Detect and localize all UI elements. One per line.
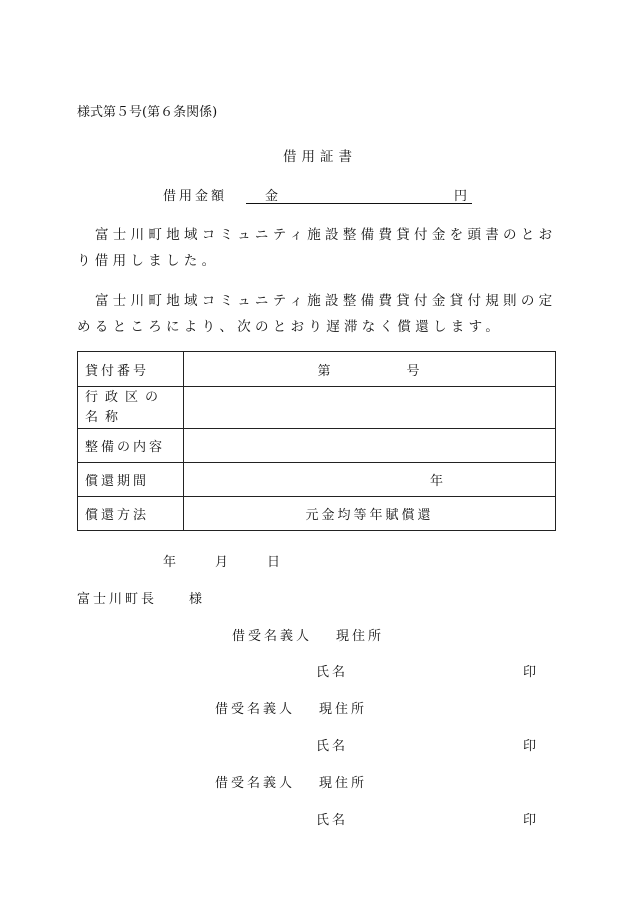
loan-amount-prefix: 金: [265, 189, 279, 204]
improvement-content-label: 整備の内容: [78, 429, 184, 463]
signer-role: 借受名義人: [215, 702, 296, 717]
signer-address-label: 現住所: [319, 702, 368, 717]
signer-name-label: 氏名: [316, 739, 349, 754]
repayment-period-field[interactable]: 年: [184, 463, 556, 497]
seal-mark: 印: [523, 665, 537, 680]
seal-mark: 印: [523, 813, 537, 828]
signer-name-label: 氏名: [316, 665, 349, 680]
repayment-method-label: 償還方法: [78, 497, 184, 531]
signer-role: 借受名義人: [215, 776, 296, 791]
district-name-label: 行政区の名称: [78, 387, 184, 429]
loan-number-prefix: 第: [317, 363, 333, 379]
loan-number-label: 貸付番号: [78, 352, 184, 387]
repayment-period-label: 償還期間: [78, 463, 184, 497]
table-row: [78, 352, 556, 387]
table-row: [78, 497, 556, 531]
table-row: [78, 463, 556, 497]
date-day-label: 日: [267, 555, 281, 570]
loan-number-suffix: 号: [406, 363, 422, 379]
signer-name-label: 氏名: [316, 813, 349, 828]
loan-number-field[interactable]: [184, 352, 556, 387]
paragraph-repayment: 富士川町地域コミュニティ施設整備費貸付金貸付規則の定めるところにより、次のとおり遅滞なく償還します。: [77, 293, 557, 335]
paragraph-borrowing: 富士川町地域コミュニティ施設整備費貸付金を頭書のとおり借用しました。: [77, 227, 557, 269]
date-year-label: 年: [163, 555, 177, 570]
table-row: [78, 429, 556, 463]
loan-amount-suffix: 円: [454, 189, 468, 204]
loan-amount-field[interactable]: [246, 181, 472, 204]
signer-role: 借受名義人: [232, 629, 313, 644]
date-month-label: 月: [215, 555, 229, 570]
form-number-label: 様式第５号(第６条関係): [77, 105, 218, 120]
loan-amount-label: 借用金額: [163, 189, 228, 204]
repayment-method-value: 元金均等年賦償還: [184, 497, 556, 531]
signer-address-label: 現住所: [319, 776, 368, 791]
signer-address-label: 現住所: [336, 629, 385, 644]
seal-mark: 印: [523, 739, 537, 754]
document-title: 借用証書: [283, 149, 357, 165]
table-row: [78, 387, 556, 429]
district-name-field[interactable]: [184, 387, 556, 429]
addressee: 富士川町長 様: [77, 592, 206, 607]
improvement-content-field[interactable]: [184, 429, 556, 463]
loan-details-table: [77, 351, 556, 531]
